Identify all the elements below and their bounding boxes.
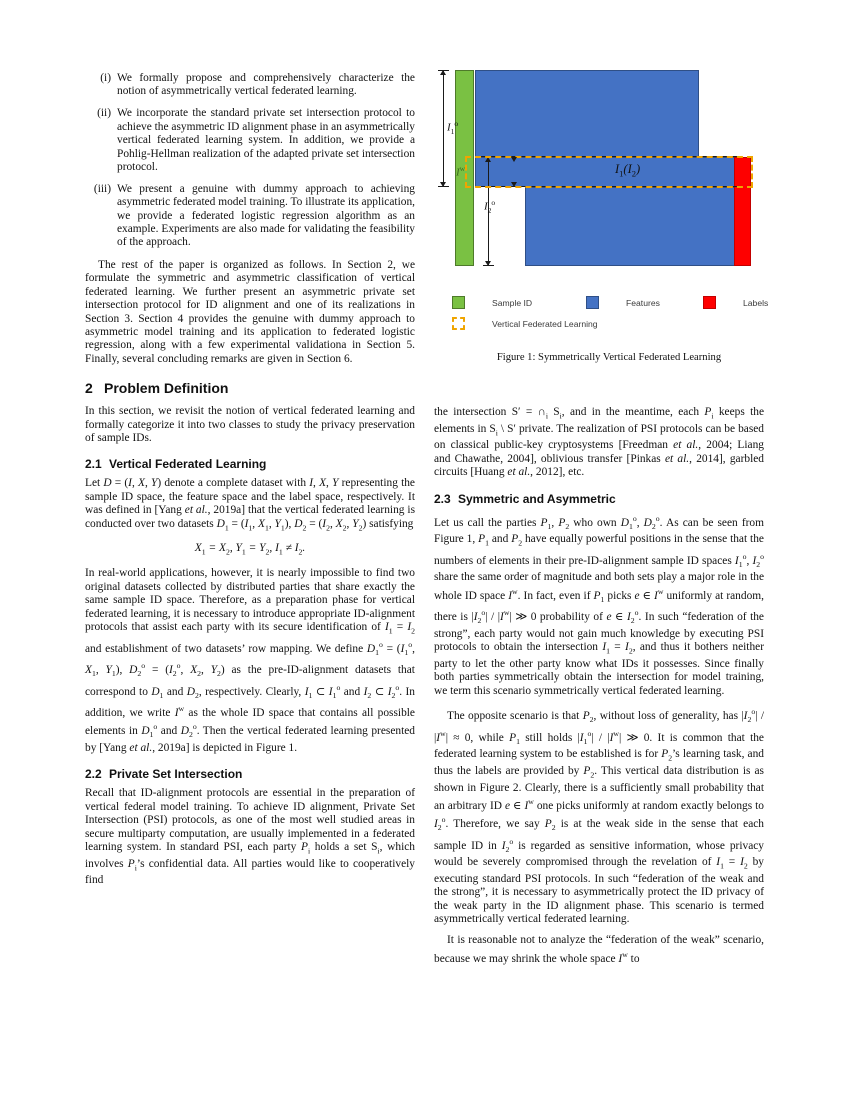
section-heading-problem-definition — [85, 380, 415, 397]
figure-1-caption: Figure 1: Symmetrically Vertical Federated Learning — [496, 352, 722, 363]
section-2-2-paragraph: Recall that ID-alignment protocols are essential in the preparation of vertical federal model training. To achieve ID alignment, Private Set Intersection (PSI) protocols, as one of the most well studied areas in secure multiparty computation, are usually implemented in a federated learning system. In standard PSI, each party $P_i$ holds a set $S_i$, which involves $P_i’s$ confidential data. All parties would like to cooperatively find — [85, 787, 415, 887]
features-block-party2-lower — [525, 187, 739, 266]
dimension-label-i1o: $I_1^o$ — [447, 119, 459, 136]
orange-dashed-square-icon — [452, 317, 465, 330]
paper-organization-paragraph: The rest of the paper is organized as follows. In Section 2, we formulate the symmetric and asymmetric classification of vertical federated learning. We further present an asymmetric private set intersection protocol for ID alignment and one of its realizations in Section 3. Section 4 provides the genuine with dummy approach to asymmetric model training and its application to federated logistic regression, along with a few experimental validationa in Section 5. Finally, several concluding remarks are given in Section 6. — [85, 258, 415, 365]
list-item-marker: (ii) — [97, 107, 111, 120]
legend-entry-features — [586, 296, 660, 309]
subsection-number: 2.3 — [434, 491, 451, 506]
legend-entry-sample-id — [452, 296, 532, 309]
dimension-label-iw: $I^w$ — [456, 164, 466, 179]
section-2-1-paragraph-2: In real-world applications, however, it is nearly impossible to find two original datasets collected by distributed parties that share exactly the same sample ID space. Therefore, as a preparation phase for vertical federated learning, it is necessary to introduce appropriate ID-alignment protocols that assist each party with its secure identification of $I_1 = I_2$ and establishment of two datasets’ row mapping. We define $D_1^o = (I_1^o$, $X_1$, $Y_1$), $D_2^o = (I_2^o$, $X_2$, $Y_2$) as the pre-ID-alignment datasets that correspond to $D_1$ and $D_2$, respectively. Clearly, $I_1$ ⊂ $I_1^o$ and $I_2$ ⊂ $I_2^o$. In addition, we write $I^w$ as the whole ID space that contains all possible elements in $D_1^o$ and $D_2^o$. Then the vertical federated learning presented by [Yang et al., 2019a] is depicted in Figure 1. — [85, 567, 415, 754]
legend-entry-labels — [703, 296, 768, 309]
dimension-line-i1o — [443, 70, 444, 187]
section-2-3-paragraph-3: It is reasonable not to analyze the “federation of the weak” scenario, because we may shrink the whole space $I^w$ to — [434, 934, 764, 965]
dimension-label-i2o: $I_2^o$ — [484, 198, 496, 215]
figure-1-canvas — [434, 60, 784, 290]
list-item-text: We incorporate the standard private set intersection protocol to achieve the asymmetric ID alignment phase in an asymmetrically vertical federated learning system. In addition, we provide a Pohlig-Hellman realization of the adapted private set intersection protocol. — [117, 107, 415, 173]
left-column — [85, 72, 415, 895]
list-item-text: We formally propose and comprehensively characterize the notion of asymmetrically vertical federated learning. — [117, 72, 415, 98]
list-item-text: We present a genuine with dummy approach to achieving asymmetric federated model training. To illustrate its application, we provide a federated logistic regression algorithm as an example. Experiments are also made for validating the feasibility of the approach. — [117, 182, 415, 249]
legend-row-2 — [434, 317, 784, 338]
legend-entry-vfl — [452, 317, 598, 330]
list-item — [85, 107, 415, 174]
list-item-marker: (iii) — [93, 182, 111, 195]
section-2-1-paragraph-1: Let D = (I, X, Y) denote a complete dataset with I, X, Y representing the sample ID space, the feature space and the label space, respectively. It was defined in [Yang et al., 2019a] that the vertical federated learning is conducted over two datasets $D_1 = (I_1$, $X_1$, $Y_1$), $D_2 = (I_2$, $X_2$, $Y_2$) satisfying — [85, 477, 416, 532]
dimension-tick-i2o-bottom — [483, 265, 494, 266]
red-square-icon — [703, 296, 716, 309]
dimension-tick-i1o-top — [438, 70, 449, 71]
band-marker-left — [511, 157, 517, 162]
subsection-number: 2.2 — [85, 767, 102, 782]
vertical-federated-learning-outline — [465, 156, 753, 188]
figure-1 — [434, 60, 794, 363]
section-2-3-paragraph-2: The opposite scenario is that $P_2$, without loss of generality, has $|I_2^o| / |I^w| \approx 0$, while $P_1$ still holds $|I_1^o| / |I^w|$ ≫ 0. It is common that the federated learning system to be established is for $P_2’s$ learning task, and thus the labels are provided by $P_2$. This vertical data distribution is as shown in Figure 2. Clearly, there is a sufficiently small probability that an arbitrary ID e ∈ $I^w$ one picks uniformly at random exactly belongs to $I_2^o$. Therefore, we say $P_2$ is at the weak side in the sense that each sample ID in $I_2^o$ is regarded as sensitive information, whose privacy would be severely compromised through the revelation of $I_1 = I_2$ by executing standard PSI protocols. In such “federation of the weak and the strong”, it is necessary to asymmetrically protect the ID privacy of the weak party in the ID alignment phase. This scenario is termed asymmetrically vertical federated learning. — [434, 707, 765, 926]
legend-label-vfl: Vertical Federated Learning — [492, 318, 598, 329]
features-block-party1-upper — [475, 70, 699, 157]
contribution-list — [85, 72, 415, 250]
list-item — [85, 72, 415, 99]
dimension-label-intersection: $I_1(I_2)$ — [615, 162, 641, 179]
band-marker-left-lower — [511, 182, 517, 187]
subsection-title: Vertical Federated Learning — [109, 457, 267, 472]
list-item-marker: (i) — [100, 72, 111, 84]
subsection-number: 2.1 — [85, 457, 102, 472]
legend-label-labels: Labels — [743, 297, 769, 308]
dimension-tick-i1o-bottom — [438, 186, 449, 187]
list-item — [85, 183, 415, 250]
subsection-title: Private Set Intersection — [109, 767, 243, 782]
psi-continued-paragraph: the intersection $S' = \cap_i$ $S_i$, and in the meantime, each $P_i$ keeps the elements in $S_i$ \ S′ private. The realization of PSI protocols can be based on classical public-key cryptosystems [Freedman et al., 2004; Liang and Chawathe, 2004], oblivious transfer [Pinkas et al., 2014], garbled circuits [Huang et al., 2012], etc. — [434, 406, 765, 479]
subsection-title: Symmetric and Asymmetric — [458, 491, 616, 506]
section-title: Problem Definition — [104, 380, 229, 397]
legend-label-sample-id: Sample ID — [492, 297, 533, 308]
equation-dataset-constraints: $X_1 = X_2$, $Y_1 = Y_2$, $I_1 \ne I_2$. — [194, 542, 306, 557]
subsection-heading-vertical-federated-learning — [85, 457, 415, 472]
right-column — [434, 406, 764, 973]
legend-row-1 — [434, 296, 784, 317]
subsection-heading-private-set-intersection — [85, 767, 415, 782]
section-number: 2 — [85, 380, 93, 397]
subsection-heading-symmetric-and-asymmetric — [434, 492, 764, 507]
section-2-body: In this section, we revisit the notion of vertical federated learning and formally categorize it into two classes to study the privacy preservation of sample IDs. — [85, 405, 415, 444]
green-square-icon — [452, 296, 465, 309]
figure-legend — [434, 296, 784, 338]
blue-square-icon — [586, 296, 599, 309]
section-2-3-paragraph-1: Let us call the parties $P_1$, $P_2$ who own $D_1^o$, $D_2^o$. As can be seen from Figure 1, $P_1$ and $P_2$ have equally powerful positions in the sense that the numbers of elements in their pre-ID-alignment sample ID spaces $I_1^o$, $I_2^o$ share the same order of magnitude and both sets play a major role in the whole ID space $I^w$. In fact, even if $P_1$ picks e ∈ $I^w$ uniformly at random, there is $|I_2^o| / |I^w|$ ≫ 0 probability of e ∈ $I_2^o$. In such “federation of the strong”, each party would not gain much knowledge by executing PSI protocols to obtain the intersection $I_1 = I_2$, and thus it bothers neither party to let the other party know what IDs it possesses. Since finally both parties symmetrically obtain the intersection for model training, we term this scenario symmetrically vertical federated learning. — [434, 513, 765, 697]
legend-label-features: Features — [626, 297, 660, 308]
